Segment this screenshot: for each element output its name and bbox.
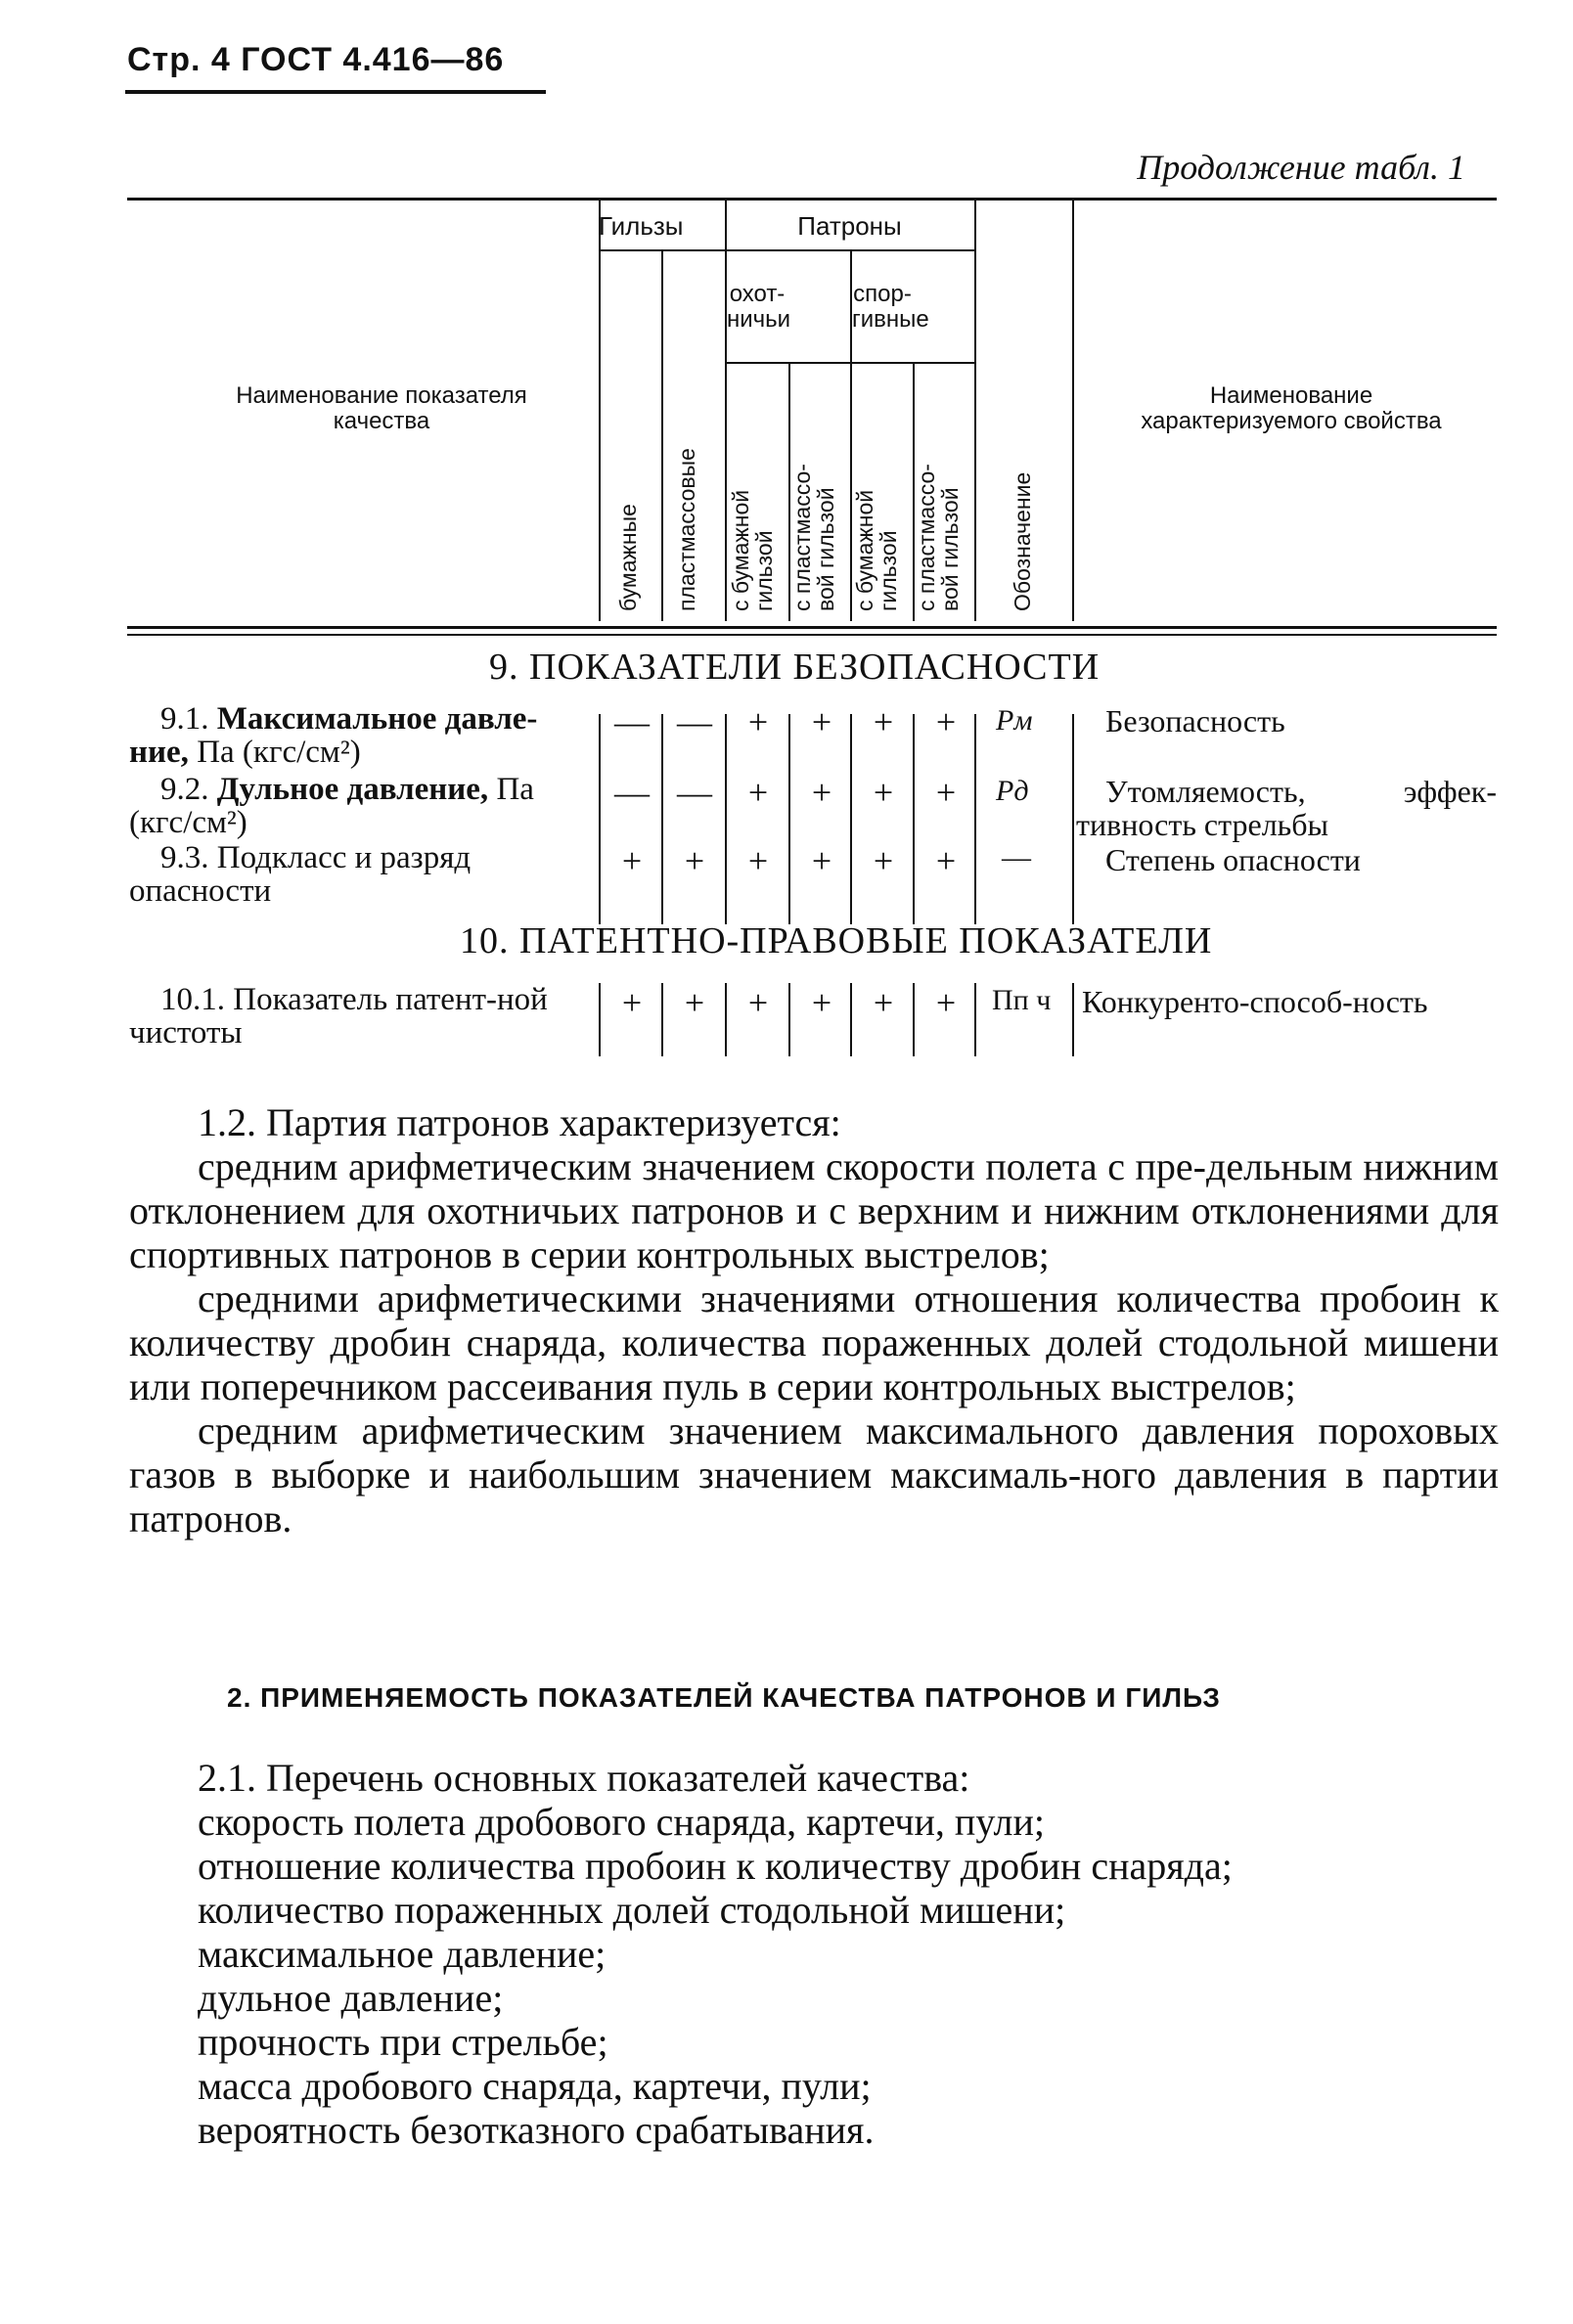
row-9-1-mark: + bbox=[935, 702, 957, 741]
row-9-1-property: Безопасность bbox=[1105, 703, 1285, 738]
row-9-2-designation: Pд bbox=[996, 775, 1029, 807]
row-10-1-mark: + bbox=[873, 983, 894, 1022]
paragraph-1-2 bbox=[129, 1100, 1499, 1541]
row-9-2-mark: + bbox=[873, 773, 894, 812]
row-9-3-mark: + bbox=[621, 841, 643, 880]
row-9-1-mark: + bbox=[873, 702, 894, 741]
section-2-heading: 2. ПРИМЕНЯЕМОСТЬ ПОКАЗАТЕЛЕЙ КАЧЕСТВА ПАТРОНОВ И ГИЛЬЗ bbox=[227, 1682, 1221, 1713]
table-top-rule bbox=[127, 198, 1497, 201]
list-item: отношение количества пробоин к количеству дробин снаряда; bbox=[198, 1844, 1233, 1888]
row-10-1-mark: + bbox=[684, 983, 705, 1022]
table-continuation-label: Продолжение табл. 1 bbox=[1137, 148, 1465, 187]
subgroup-hunting: охот-ничьи bbox=[727, 281, 791, 333]
row-9-3-mark: + bbox=[811, 841, 832, 880]
section-9-title: 9. ПОКАЗАТЕЛИ БЕЗОПАСНОСТИ bbox=[489, 647, 1101, 688]
section-10-title: 10. ПАТЕНТНО-ПРАВОВЫЕ ПОКАЗАТЕЛИ bbox=[460, 920, 1213, 961]
row-9-1-designation: Pм bbox=[996, 704, 1033, 737]
row-9-1-name: 9.1. Максимальное давле-ние, Па (кгс/см²) bbox=[129, 701, 538, 770]
row-9-2-mark: — bbox=[614, 773, 650, 812]
subgroup-sport: спор-гивные bbox=[852, 281, 929, 333]
column-group-patrony: Патроны bbox=[797, 211, 902, 241]
row-9-2-mark: + bbox=[811, 773, 832, 812]
row-9-1-mark: + bbox=[747, 702, 769, 741]
section-2-intro: 2.1. Перечень основных показателей качества: bbox=[198, 1756, 970, 1800]
row-9-2-name: 9.2. Дульное давление, Па (кгс/см²) bbox=[129, 772, 534, 840]
row-9-1-mark: + bbox=[811, 702, 832, 741]
list-item: скорость полета дробового снаряда, картечи, пули; bbox=[198, 1800, 1046, 1844]
row-9-3-name: 9.3. Подкласс и разряд опасности bbox=[129, 840, 472, 909]
list-item: масса дробового снаряда, картечи, пули; bbox=[198, 2064, 872, 2108]
col-designation: Обозначение bbox=[1010, 471, 1035, 611]
section-2-list bbox=[129, 1756, 1499, 2152]
list-item: вероятность безотказного срабатывания. bbox=[198, 2108, 875, 2152]
row-10-1-mark: + bbox=[811, 983, 832, 1022]
paragraph-1-2-item: средним арифметическим значением максимального давления пороховых газов в выборке и наибольшим значением максималь-ного давления в партии патронов. bbox=[129, 1408, 1499, 1541]
list-item: дульное давление; bbox=[198, 1976, 504, 2020]
row-9-3-mark: + bbox=[684, 841, 705, 880]
row-9-2-mark: — bbox=[677, 773, 712, 812]
row-10-1-mark: + bbox=[747, 983, 769, 1022]
list-item: количество пораженных долей стодольной мишени; bbox=[198, 1888, 1066, 1932]
list-item: прочность при стрельбе; bbox=[198, 2020, 608, 2064]
row-9-1-mark: — bbox=[677, 702, 712, 741]
row-9-3-property: Степень опасности bbox=[1105, 842, 1361, 877]
row-10-1-mark: + bbox=[621, 983, 643, 1022]
column-head-indicator-name: Наименование показателя качества bbox=[236, 382, 527, 434]
row-10-1-mark: + bbox=[935, 983, 957, 1022]
col-sport-plastic: с пластмассо- вой гильзой bbox=[914, 464, 963, 611]
row-9-3-mark: + bbox=[935, 841, 957, 880]
row-9-2-mark: + bbox=[935, 773, 957, 812]
list-item: максимальное давление; bbox=[198, 1932, 607, 1976]
col-plastic-casings: пластмассовые bbox=[674, 448, 699, 611]
paragraph-1-2-item: средним арифметическим значением скорости полета с пре-дельным нижним отклонением для охотничьих патронов и с верхним и нижним отклонениями для спортивных патронов в серии контрольных выстрелов; bbox=[129, 1144, 1499, 1276]
row-9-2-property: Утомляемость, эффек-тивность стрельбы bbox=[1076, 774, 1497, 842]
row-9-3-mark: + bbox=[873, 841, 894, 880]
row-10-1-property: Конкуренто-способ-ность bbox=[1082, 984, 1428, 1019]
col-paper-casings: бумажные bbox=[615, 504, 641, 611]
row-9-3-designation: — bbox=[1002, 841, 1031, 873]
column-group-gilzy: Гильзы bbox=[599, 211, 684, 241]
header-rule bbox=[125, 90, 546, 94]
page-header: Стр. 4 ГОСТ 4.416—86 bbox=[127, 41, 505, 78]
col-hunt-paper: с бумажной гильзой bbox=[728, 489, 777, 611]
paragraph-1-2-intro: 1.2. Партия патронов характеризуется: bbox=[198, 1100, 841, 1144]
paragraph-1-2-item: средними арифметическими значениями отношения количества пробоин к количеству дробин снаряда, количества пораженных долей стодольной мишени или поперечником рассеивания пуль в серии контрольных выстрелов; bbox=[129, 1276, 1499, 1408]
row-9-1-mark: — bbox=[614, 702, 650, 741]
row-9-3-mark: + bbox=[747, 841, 769, 880]
column-head-property: Наименование характеризуемого свойства bbox=[1141, 382, 1442, 434]
col-sport-paper: с бумажной гильзой bbox=[852, 489, 901, 611]
col-hunt-plastic: с пластмассо- вой гильзой bbox=[789, 464, 838, 611]
row-9-2-mark: + bbox=[747, 773, 769, 812]
row-10-1-name: 10.1. Показатель патент-ной чистоты bbox=[129, 982, 548, 1050]
row-10-1-designation: Пп ч bbox=[992, 984, 1052, 1016]
